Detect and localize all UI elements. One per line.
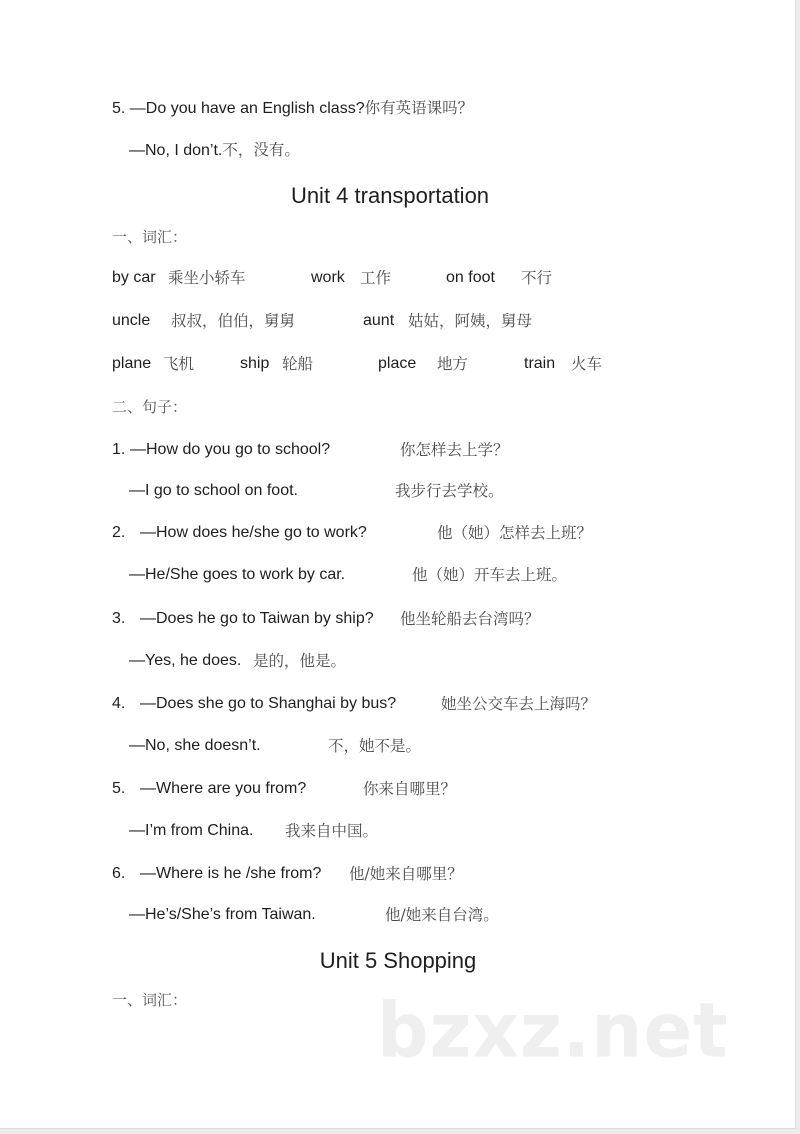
vocab-row-3 [0,354,795,376]
vocab-zh: 叔叔，伯伯，舅舅 [171,312,296,330]
answer-zh: 他/她来自台湾。 [385,906,499,924]
sentence-number: 2. [112,524,126,541]
sentence-5-answer [0,821,795,843]
sentence-2-question [0,523,795,545]
sentence-1-answer [0,481,795,503]
vocab-en: aunt [363,312,395,329]
question-en: —Does she go to Shanghai by bus? [140,695,397,712]
vocab-row-2 [0,311,795,333]
unit5-vocab-heading: 一、词汇： [112,991,188,1009]
vocab-row-1 [0,268,795,290]
answer-en: —He’s/She’s from Taiwan. [129,906,316,923]
sentence-number: 6. [112,865,126,882]
top-answer [129,140,300,161]
answer-zh: 不，没有。 [222,141,300,159]
answer-zh: 他（她）开车去上班。 [412,566,568,584]
answer-en: —He/She goes to work by car. [129,566,346,583]
question-en: —Do you have an English class? [129,100,365,117]
sentence-4-answer [0,736,795,758]
question-en: —How do you go to school? [130,441,331,458]
unit4-vocab-heading: 一、词汇： [112,228,188,246]
answer-en: —Yes, he does. [129,652,242,669]
sentence-4-question [0,694,795,716]
top-question [112,98,473,119]
vocab-en: ship [240,355,270,372]
question-en: —Where is he /she from? [140,865,322,882]
vocab-en: by car [112,269,156,286]
vocab-zh: 火车 [571,355,603,373]
answer-en: —I’m from China. [129,822,254,839]
vocab-en: train [524,355,556,372]
sentence-number: 5. [112,780,126,797]
sentence-2-answer [0,565,795,587]
vocab-en: uncle [112,312,151,329]
sentence-1-question [0,440,795,462]
answer-en: —I go to school on foot. [129,482,298,499]
sentence-3-answer [0,651,795,673]
question-zh: 他/她来自哪里？ [349,865,463,883]
vocab-zh: 不行 [521,269,553,287]
question-zh: 她坐公交车去上海吗？ [441,695,597,713]
vocab-en: on foot [446,269,495,286]
answer-zh: 我来自中国。 [285,822,379,840]
sentence-6-question [0,864,795,886]
answer-zh: 我步行去学校。 [395,482,504,500]
question-zh: 你来自哪里？ [363,780,457,798]
item-number: 5. [112,100,126,117]
question-zh: 你怎样去上学？ [400,441,509,459]
unit4-title: Unit 4 transportation [290,183,490,208]
vocab-zh: 乘坐小轿车 [168,269,246,287]
answer-zh: 是的，他是。 [253,652,347,670]
answer-en: —No, I don’t. [129,142,223,159]
vocab-en: work [311,269,345,286]
question-zh: 你有英语课吗？ [364,99,474,117]
sentence-6-answer [0,905,795,927]
watermark: bzxz.net [377,985,729,1075]
sentence-5-question [0,779,795,801]
answer-zh: 不，她不是。 [328,737,422,755]
vocab-zh: 工作 [360,269,392,287]
answer-en: —No, she doesn’t. [129,737,261,754]
vocab-zh: 飞机 [163,355,195,373]
sentence-number: 1. [112,441,126,458]
vocab-en: plane [112,355,152,372]
sentence-number: 4. [112,695,126,712]
sentence-number: 3. [112,610,126,627]
vocab-zh: 姑姑，阿姨，舅母 [408,312,533,330]
question-zh: 他坐轮船去台湾吗？ [400,610,540,628]
unit5-title: Unit 5 Shopping [319,948,477,973]
question-zh: 他（她）怎样去上班？ [437,524,593,542]
question-en: —Does he go to Taiwan by ship? [140,610,374,627]
sentence-3-question [0,609,795,631]
vocab-zh: 地方 [437,355,469,373]
question-en: —How does he/she go to work? [140,524,367,541]
vocab-zh: 轮船 [282,355,314,373]
unit4-sentences-heading: 二、句子： [112,398,188,416]
vocab-en: place [378,355,417,372]
question-en: —Where are you from? [140,780,307,797]
